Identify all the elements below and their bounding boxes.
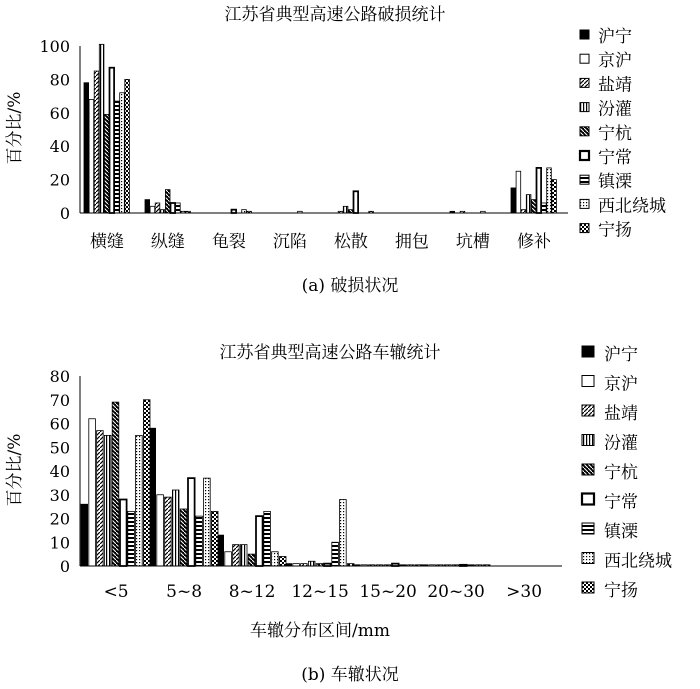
bar (125, 79, 130, 213)
bar (240, 545, 247, 566)
legend-swatch (580, 151, 589, 160)
bar (176, 203, 181, 213)
y-tick-label: 60 (49, 103, 70, 123)
bar (348, 210, 353, 213)
bar (526, 195, 531, 213)
x-axis-label: 车辙分布区间/mm (250, 621, 390, 641)
legend-swatch (582, 494, 594, 505)
x-tick-label: 拥包 (394, 232, 429, 252)
bar (516, 171, 521, 213)
bar-group (81, 400, 490, 566)
y-tick-label: 70 (49, 390, 70, 410)
legend-swatch (582, 435, 594, 446)
bar (145, 200, 150, 213)
bar (143, 400, 150, 566)
chart-caption: (a) 破损状况 (301, 276, 399, 296)
legend-label: 宁常 (604, 492, 638, 513)
legend-label: 京沪 (604, 374, 638, 395)
bar (354, 191, 359, 213)
bar (155, 203, 160, 213)
x-tick-label: 5~8 (166, 582, 203, 602)
bar (547, 168, 552, 213)
bar (150, 206, 155, 213)
bar (157, 495, 164, 566)
bar (537, 168, 542, 213)
x-tick-label: 松散 (333, 232, 368, 252)
legend-swatch (582, 553, 594, 564)
bar (89, 99, 94, 213)
bar (104, 114, 109, 213)
legend-label: 汾灌 (598, 99, 632, 120)
legend-label: 宁杭 (604, 463, 638, 483)
legend-swatch (580, 103, 589, 112)
bar (552, 180, 557, 213)
bar (120, 500, 127, 567)
legend-swatch (582, 346, 594, 357)
bar (89, 419, 96, 566)
legend-label: 西北绕城 (598, 196, 666, 217)
legend-swatch (580, 54, 589, 63)
bar (196, 516, 203, 566)
x-tick-label: 坑槽 (455, 232, 490, 252)
bar (171, 203, 176, 213)
x-tick-label: 龟裂 (211, 232, 246, 252)
bar (112, 402, 119, 566)
x-tick-label: 纵缝 (150, 232, 185, 252)
bar (264, 511, 271, 566)
legend-label: 西北绕城 (604, 551, 672, 572)
legend-swatch (580, 199, 589, 208)
legend-label: 盐靖 (604, 404, 638, 424)
x-tick-label: <5 (103, 582, 129, 602)
legend-swatch (580, 30, 589, 39)
bar (225, 552, 232, 566)
bar (332, 542, 339, 566)
chart-title: 江苏省典型高速公路车辙统计 (219, 343, 441, 363)
bar (172, 490, 179, 566)
bar (128, 511, 135, 566)
bar (211, 511, 218, 566)
bar (94, 71, 99, 213)
y-tick-label: 40 (49, 137, 70, 157)
y-tick-label: 0 (59, 204, 70, 223)
bar (343, 206, 348, 213)
legend-label: 镇溧 (604, 522, 638, 542)
y-tick-label: 30 (49, 485, 70, 505)
x-tick-label: 15~20 (359, 582, 417, 602)
bar (81, 504, 88, 566)
bar (272, 552, 279, 566)
bar (160, 210, 165, 213)
x-tick-label: 横缝 (90, 232, 124, 252)
y-tick-label: 40 (49, 462, 70, 481)
legend-label: 宁杭 (598, 123, 632, 144)
y-tick-label: 80 (49, 367, 70, 386)
legend-swatch (580, 224, 589, 233)
y-tick-label: 100 (39, 37, 70, 56)
legend-swatch (582, 523, 594, 534)
bar (110, 68, 115, 213)
bar (97, 431, 104, 566)
bar (248, 554, 255, 566)
y-axis-label: 百分比/% (5, 433, 25, 507)
y-tick-label: 20 (49, 509, 70, 529)
legend-label: 宁常 (598, 148, 632, 168)
rutting-chart (5, 343, 672, 685)
x-tick-label: 修补 (517, 232, 551, 252)
x-tick-label: 8~12 (228, 582, 276, 602)
bar (104, 435, 111, 566)
chart-title: 江苏省典型高速公路破损统计 (224, 5, 446, 25)
legend-label: 宁扬 (598, 220, 632, 241)
x-tick-label: 沉陷 (272, 232, 307, 252)
y-tick-label: 0 (59, 557, 70, 576)
bar (531, 200, 536, 213)
bar (180, 509, 187, 566)
y-axis-label: 百分比/% (5, 91, 25, 165)
legend-label: 宁扬 (604, 581, 638, 601)
bar (511, 188, 516, 213)
bar (256, 516, 263, 566)
legend-label: 汾灌 (604, 433, 638, 454)
bar (233, 545, 240, 566)
legend-swatch (582, 405, 594, 416)
bar (99, 44, 104, 213)
bar (308, 561, 315, 566)
x-tick-label: 20~30 (427, 582, 485, 602)
y-tick-labels (39, 37, 70, 223)
bar (136, 435, 143, 566)
y-tick-label: 10 (49, 533, 70, 553)
bar (542, 203, 547, 213)
chart-caption: (b) 车辙状况 (301, 665, 399, 685)
bar-group (84, 44, 556, 213)
bar (242, 210, 247, 213)
y-tick-label: 20 (49, 170, 70, 190)
bar (84, 83, 89, 213)
legend-swatch (582, 582, 594, 593)
bar (165, 190, 170, 213)
legend-label: 沪宁 (604, 345, 638, 365)
legend-label: 盐靖 (598, 75, 632, 96)
legend-label: 沪宁 (598, 27, 632, 47)
y-tick-label: 60 (49, 414, 70, 434)
legend-swatch (580, 78, 589, 87)
bar (340, 500, 347, 567)
x-tick-labels (90, 232, 551, 252)
legend-label: 京沪 (598, 51, 632, 72)
bar (521, 210, 526, 213)
bar (232, 210, 237, 213)
bar (165, 497, 172, 566)
bar (188, 478, 195, 566)
legend (582, 345, 672, 601)
damage-chart (5, 4, 666, 296)
bar (279, 557, 286, 567)
legend-swatch (580, 127, 589, 136)
bar (120, 93, 125, 213)
bar (115, 101, 120, 213)
x-tick-labels (104, 582, 542, 602)
bar (204, 478, 211, 566)
x-tick-label: 12~15 (291, 582, 349, 602)
legend (580, 27, 666, 241)
y-tick-labels (50, 367, 70, 576)
legend-swatch (580, 175, 589, 184)
legend-swatch (582, 376, 594, 387)
legend-swatch (582, 464, 594, 475)
y-tick-label: 80 (49, 70, 70, 90)
x-tick-label: >30 (506, 582, 543, 602)
y-tick-label: 50 (49, 438, 70, 458)
legend-label: 镇溧 (598, 172, 632, 193)
